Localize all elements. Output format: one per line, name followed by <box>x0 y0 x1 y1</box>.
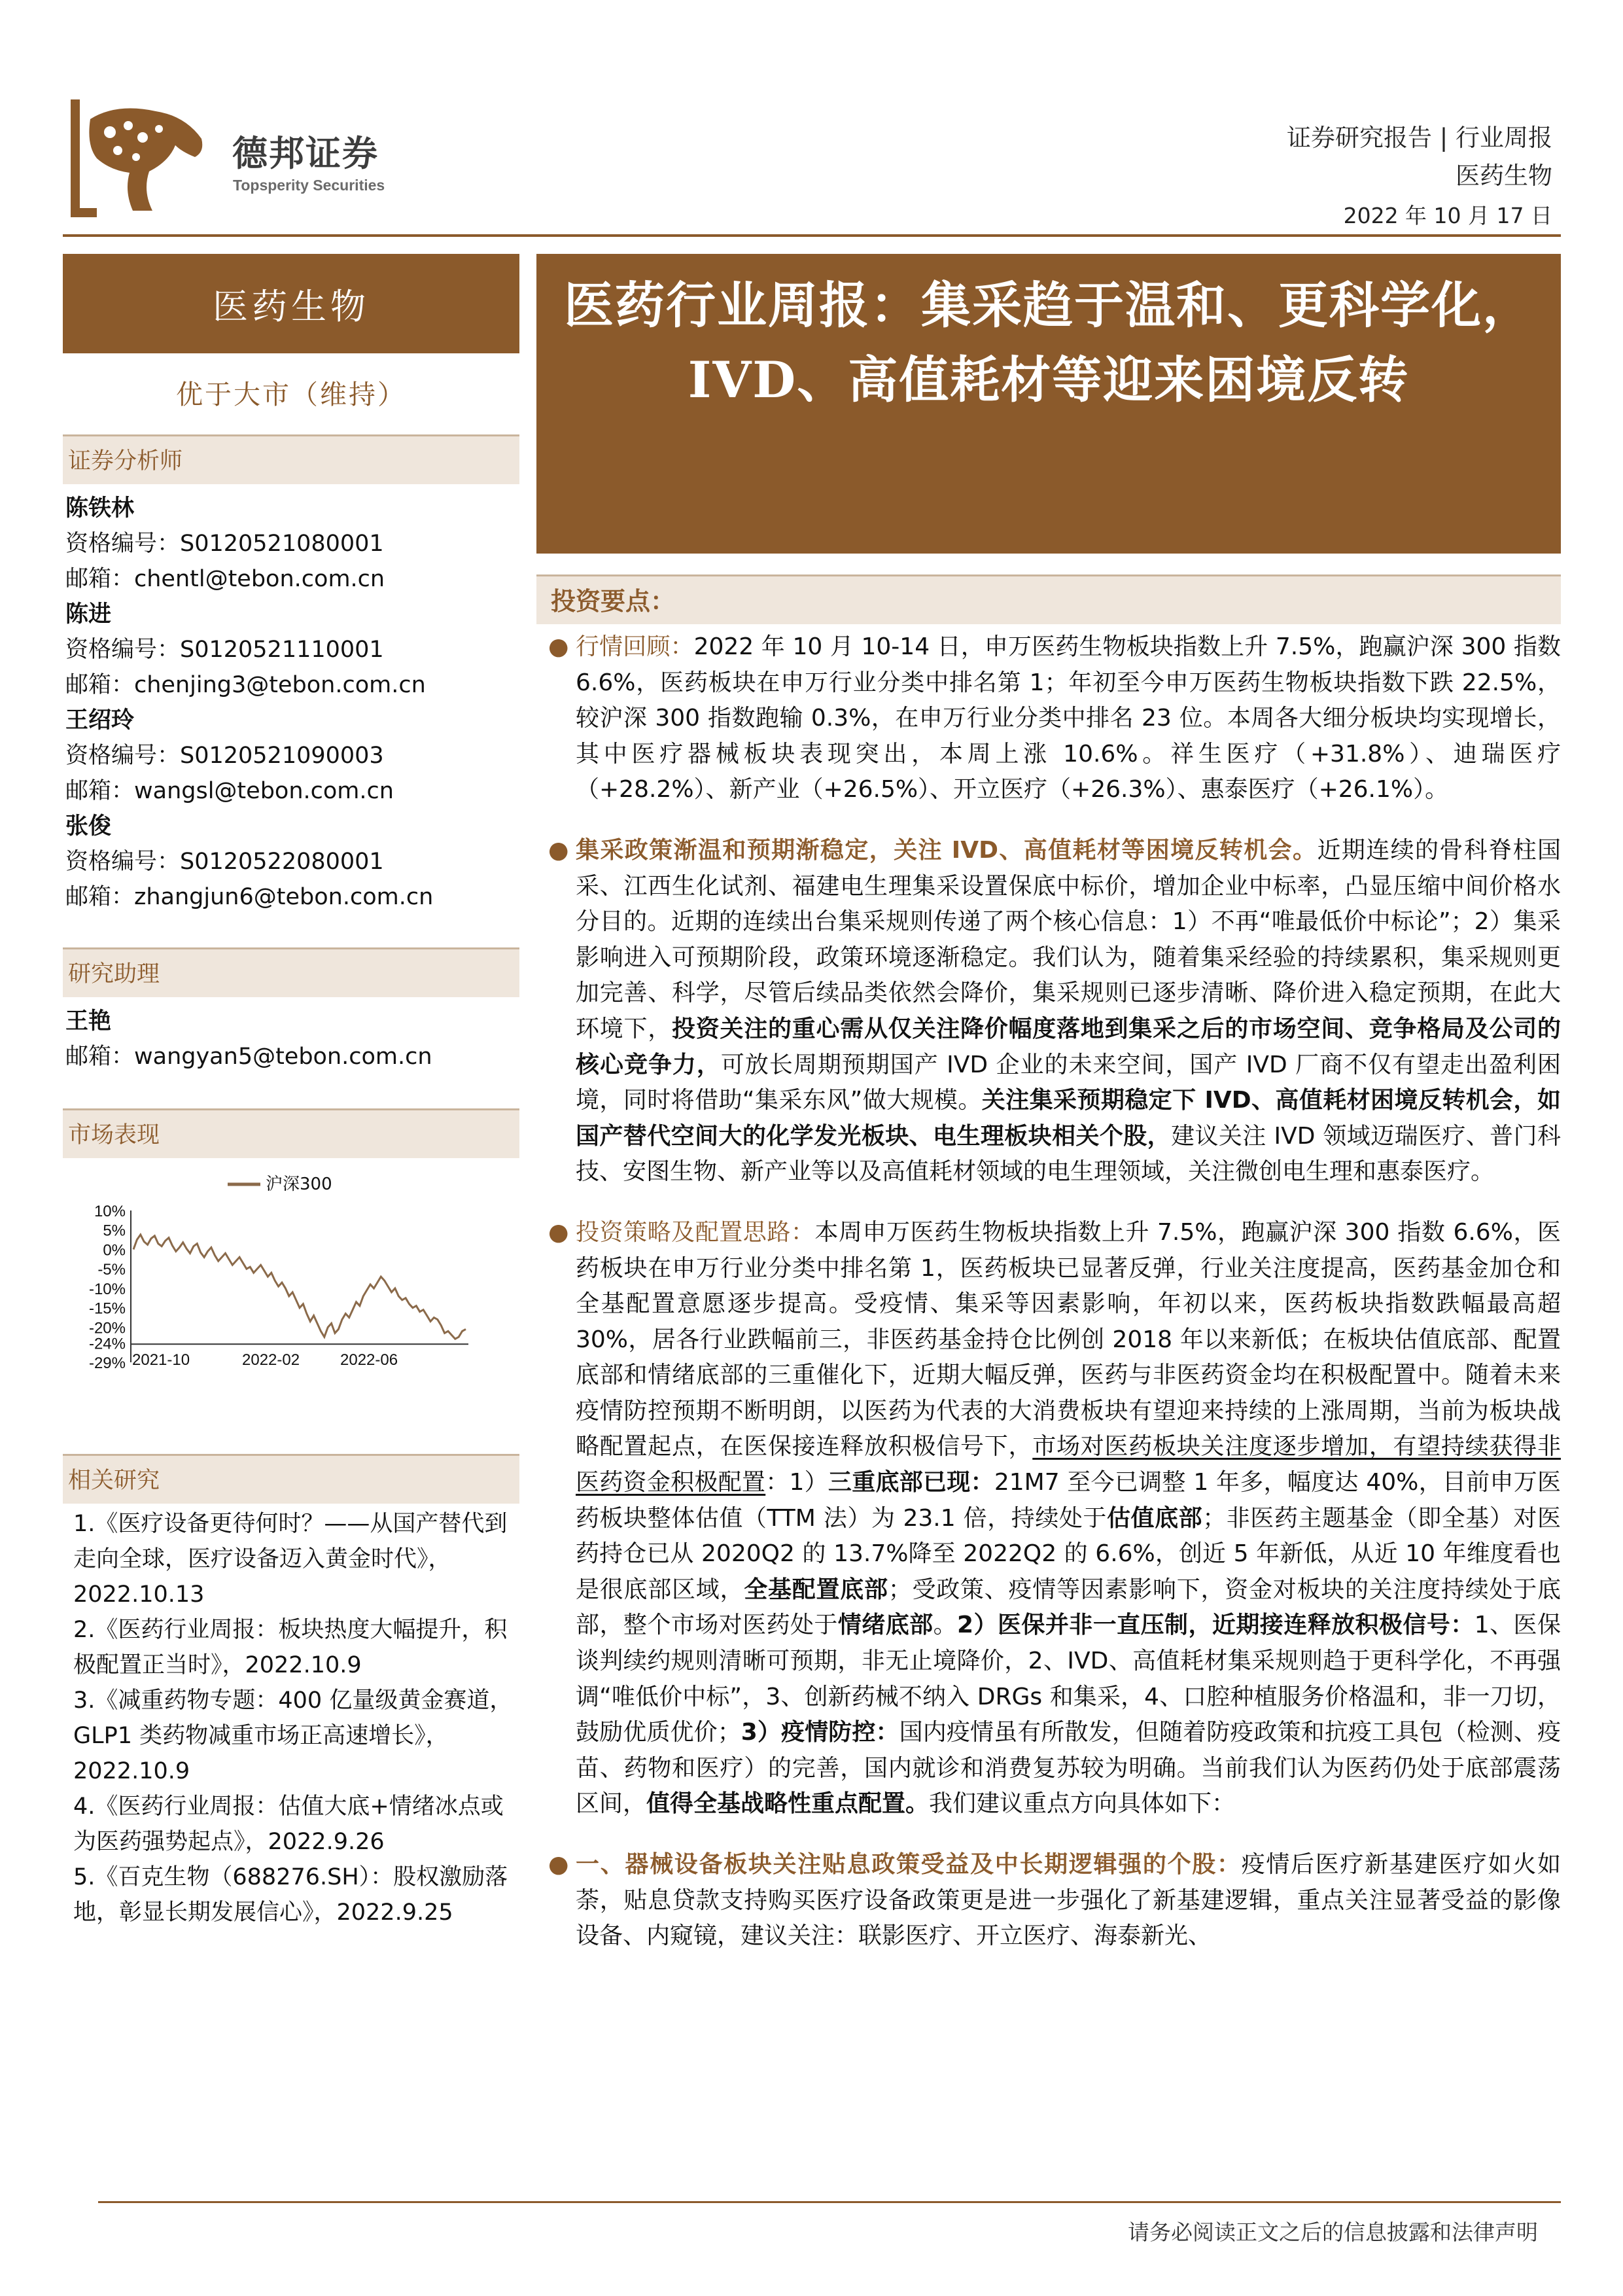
analyst-cert: 资格编号：S0120521110001 <box>65 637 384 663</box>
related-item[interactable]: 3.《减重药物专题：400 亿量级黄金赛道，GLP1 类药物减重市场正高速增长》，2022.10.9 <box>73 1687 513 1784</box>
bullet-icon: ● <box>548 1851 569 1878</box>
footer-disclaimer: 请务必阅读正文之后的信息披露和法律声明 <box>1128 2219 1538 2245</box>
sector-badge: 医药生物 <box>63 254 519 353</box>
y-tick-label: -5% <box>97 1261 126 1279</box>
paragraph-text: ：1） <box>765 1469 828 1496</box>
paragraph-emphasis: 情绪底部 <box>837 1612 934 1639</box>
investment-points-heading: 投资要点： <box>536 574 1561 624</box>
paragraph-text: 。 <box>933 1612 958 1639</box>
brand-name-cn: 德邦证券 <box>232 133 379 174</box>
market-chart <box>63 1165 519 1400</box>
footer-divider <box>98 2201 1561 2203</box>
paragraph-policy <box>543 833 1561 1190</box>
report-title: 医药行业周报：集采趋于温和、更科学化，IVD、高值耗材等迎来困境反转 <box>536 254 1561 554</box>
paragraph-text: 可放长周期预期国产 IVD 企业的未来空间，国产 IVD 厂商不仅有望走出盈利困境，同时将借助“集采东风”做大规模。 <box>576 1051 1561 1114</box>
x-tick-label: 2022-06 <box>340 1351 398 1369</box>
paragraph-emphasis: 值得全基战略性重点配置。 <box>646 1790 930 1818</box>
analyst-cert: 资格编号：S0120521080001 <box>65 531 384 557</box>
related-item[interactable]: 5.《百克生物（688276.SH）：股权激励落地，彰显长期发展信心》，2022.9.25 <box>73 1864 508 1926</box>
paragraph-text: 国内疫情虽有所散发，但随着防疫政策和抗疫工具包（检测、疫苗、药物和医疗）的完善，国内就诊和消费复苏较为明确。当前我们认为医药仍处于底部震荡区间， <box>576 1719 1561 1818</box>
analyst-name: 陈铁林 <box>65 495 135 521</box>
related-heading: 相关研究 <box>63 1454 519 1504</box>
paragraph-text: 我们建议重点方向具体如下： <box>929 1790 1236 1818</box>
series-line <box>133 1235 466 1339</box>
paragraph-devices <box>543 1847 1561 1954</box>
analyst-cert: 资格编号：S0120521090003 <box>65 743 384 769</box>
related-item[interactable]: 2.《医药行业周报：板块热度大幅提升，积极配置正当时》，2022.10.9 <box>73 1617 508 1678</box>
rating-label: 优于大市（维持） <box>176 379 406 410</box>
paragraph-text: 本周申万医药生物板块指数上升 7.5%，跑赢沪深 300 指数 6.6%，医药板块在申万行业分类中排名第 1，医药板块已显著反弹，行业关注度提高，医药基金加仓和全基配置意愿逐步提高。受疫情、集采等因素影响，年初以来，医药板块指数跌幅最高超 30%，居各行业跌幅前三，非医药基金持仓比例创 2018 年以来新低；在板块估值底部、配置底部和情绪底部的三重催化下，近期大幅反弹，医药与非医药资金均在积极配置中。随着未来疫情防控预期不断明朗，以医药为代表的大消费板块有望迎来持续的上涨周期，当前为板块战略配置起点，在医保接连释放积极信号下， <box>576 1218 1561 1460</box>
assistant-heading: 研究助理 <box>63 947 519 997</box>
analyst-email[interactable]: 邮箱：zhangjun6@tebon.com.cn <box>65 884 434 910</box>
paragraph-emphasis: 2）医保并非一直压制，近期接连释放积极信号： <box>957 1612 1475 1639</box>
company-logo <box>71 99 208 217</box>
y-tick-label: -29% <box>88 1354 126 1372</box>
y-tick-label: -15% <box>88 1299 126 1318</box>
analyst-email[interactable]: 邮箱：chenjing3@tebon.com.cn <box>65 672 426 698</box>
y-tick-label: 5% <box>103 1222 126 1240</box>
paragraph-lead: 行情回顾： <box>576 633 694 660</box>
paragraph-text: 21M7 至今已调整 1 年多，幅度达 40%，目前申万医药板块整体估值（TTM 法）为 23.1 倍，持续处于 <box>576 1469 1561 1532</box>
analyst-email[interactable]: 邮箱：chentl@tebon.com.cn <box>65 566 385 592</box>
paragraph-emphasis: 投资关注的重心需从仅关注降价幅度落地到集采之后的市场空间、竞争格局及公司的核心竞争力， <box>576 1015 1561 1078</box>
assistant-name: 王艳 <box>65 1008 112 1034</box>
analyst-name: 陈进 <box>65 601 112 627</box>
bullet-icon: ● <box>548 836 569 864</box>
related-item[interactable]: 1.《医疗设备更待何时？——从国产替代到走向全球，医疗设备迈入黄金时代》，2022.10.13 <box>73 1511 508 1608</box>
y-tick-label: 0% <box>103 1241 126 1260</box>
report-type: 证券研究报告 | 行业周报 <box>1287 124 1552 152</box>
related-list <box>73 1506 518 1930</box>
analyst-name: 王绍玲 <box>65 707 135 733</box>
market-chart-svg <box>63 1165 519 1400</box>
paragraph-lead: 集采政策渐温和预期渐稳定，关注 IVD、高值耗材等困境反转机会。 <box>576 836 1318 864</box>
paragraph-text: ；非医药主题基金（即全基）对医药持仓已从 2020Q2 的 13.7%降至 2022Q2 的 6.6%，创近 5 年新低，从近 10 年维度看也是很底部区域， <box>576 1504 1561 1603</box>
assistant-email[interactable]: 邮箱：wangyan5@tebon.com.cn <box>65 1044 432 1070</box>
assistant-info <box>65 1004 517 1074</box>
brand-name-en: Topsperity Securities <box>233 177 385 194</box>
paragraph-text: 2022 年 10 月 10-14 日，申万医药生物板块指数上升 7.5%，跑赢沪深 300 指数 6.6%，医药板块在申万行业分类中排名第 1；年初至今申万医药生物板块指数下跌 22.5%，较沪深 300 指数跑输 0.3%，在申万行业分类中排名 23 位。本周各大细分板块均实现增长，其中医疗器械板块表现突出，本周上涨 10.6%。祥生医疗（+31.8%）、迪瑞医疗（+28.2%）、新产业（+26.5%）、开立医疗（+26.3%）、惠泰医疗（+26.1%）。 <box>576 633 1561 804</box>
paragraph-emphasis: 估值底部 <box>1106 1504 1203 1532</box>
paragraph-text: 疫情后医疗新基建医疗如火如荼，贴息贷款支持购买医疗设备政策更是进一步强化了新基建逻辑，重点关注显著受益的影像设备、内窥镜，建议关注：联影医疗、开立医疗、海泰新光、 <box>576 1851 1561 1950</box>
header-divider <box>63 234 1561 237</box>
y-tick-label: -24% <box>88 1335 126 1353</box>
x-tick-label: 2022-02 <box>242 1351 300 1369</box>
paragraph-text: 建议关注 IVD 领域迈瑞医疗、普门科技、安图生物、新产业等以及高值耗材领域的电生理领域，关注微创电生理和惠泰医疗。 <box>576 1122 1561 1186</box>
analyst-cert: 资格编号：S0120522080001 <box>65 849 384 875</box>
bullet-icon: ● <box>548 633 569 660</box>
analyst-name: 张俊 <box>65 813 112 839</box>
paragraph-text: 1、医保谈判续约规则清晰可预期，非无止境降价，2、IVD、高值耗材集采规则趋于更科学化，不再强调“唯低价中标”，3、创新药械不纳入 DRGs 和集采，4、口腔种植服务价格温和，非一刀切，鼓励优质优价； <box>576 1612 1561 1746</box>
paragraph-emphasis: 3）疫情防控： <box>741 1719 899 1746</box>
report-date: 2022 年 10 月 17 日 <box>1343 203 1552 228</box>
report-sector: 医药生物 <box>1456 162 1552 190</box>
y-tick-label: 10% <box>94 1203 126 1220</box>
y-tick-label: -20% <box>88 1319 126 1337</box>
analyst-heading: 证券分析师 <box>63 434 519 484</box>
paragraph-strategy <box>543 1215 1561 1822</box>
legend-label: 沪深300 <box>266 1174 332 1194</box>
paragraph-emphasis: 三重底部已现： <box>828 1469 994 1496</box>
bullet-icon: ● <box>548 1218 569 1246</box>
paragraph-lead: 一、器械设备板块关注贴息政策受益及中长期逻辑强的个股： <box>576 1851 1242 1878</box>
related-item[interactable]: 4.《医药行业周报：估值大底+情绪冰点或为医药强势起点》，2022.9.26 <box>73 1793 504 1855</box>
x-tick-label: 2021-10 <box>132 1351 190 1369</box>
y-tick-label: -10% <box>88 1280 126 1298</box>
paragraph-text: ；受政策、疫情等因素影响下，资金对板块的关注度持续处于底部，整个市场对医药处于 <box>576 1576 1561 1639</box>
market-heading: 市场表现 <box>63 1108 519 1158</box>
analyst-email[interactable]: 邮箱：wangsl@tebon.com.cn <box>65 778 394 804</box>
report-body <box>543 629 1561 1979</box>
paragraph-text: 近期连续的骨科脊柱国采、江西生化试剂、福建电生理集采设置保底中标价，增加企业中标率，凸显压缩中间价格水分目的。近期的连续出台集采规则传递了两个核心信息：1）不再“唯最低价中标论”；2）集采影响进入可预期阶段，政策环境逐渐稳定。我们认为，随着集采经验的持续累积，集采规则更加完善、科学，尽管后续品类依然会降价，集采规则已逐步清晰、降价进入稳定预期，在此大环境下， <box>576 836 1561 1042</box>
analyst-list <box>65 491 517 915</box>
paragraph-emphasis: 全基配置底部 <box>744 1576 888 1603</box>
paragraph-market-review <box>543 629 1561 808</box>
paragraph-underline: 市场对医药板块关注度逐步增加，有望持续获得非医药资金积极配置 <box>576 1433 1561 1496</box>
paragraph-emphasis: 关注集采预期稳定下 IVD、高值耗材困境反转机会，如国产替代空间大的化学发光板块、电生理板块相关个股， <box>576 1087 1561 1150</box>
paragraph-lead: 投资策略及配置思路： <box>576 1218 815 1246</box>
